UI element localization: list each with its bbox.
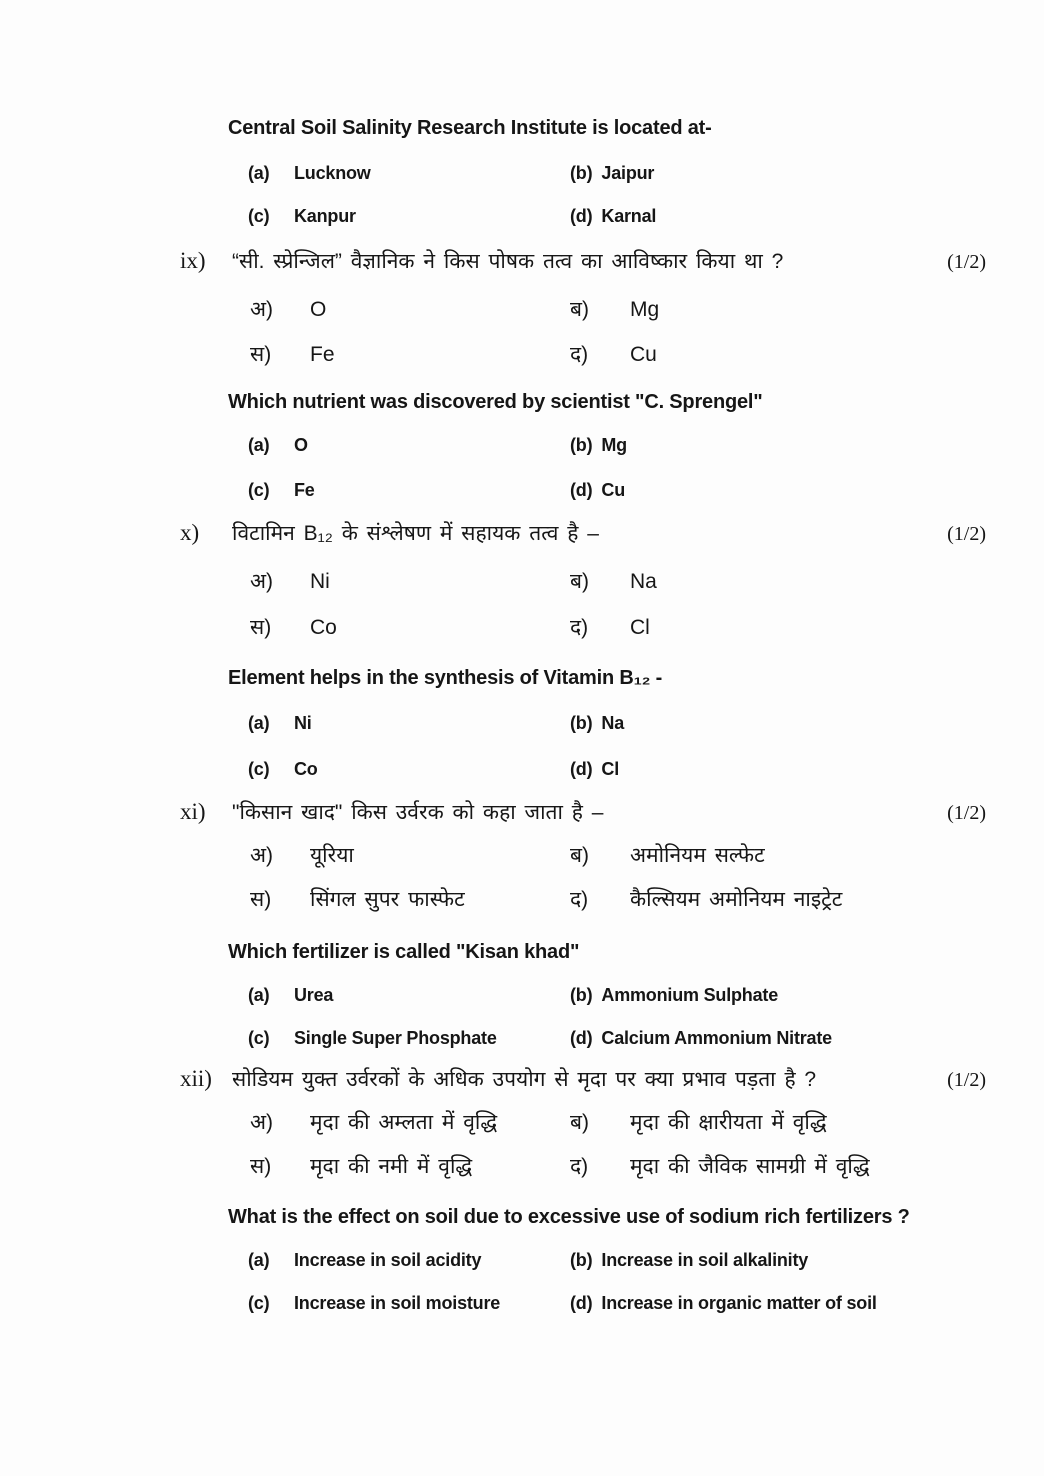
option-c: [248, 1027, 570, 1050]
option-a-text: O: [310, 298, 327, 321]
q-ix-hi-heading: “सी. स्प्रेन्जिल” वैज्ञानिक ने किस पोषक तत्व का आविष्कार किया था ?: [232, 250, 784, 273]
option-c: [250, 342, 570, 368]
q-viii-en-options-row-1: [248, 162, 1044, 185]
option-d-label: (d): [570, 480, 593, 500]
option-c: [248, 1292, 570, 1315]
q-ix-en-options-row-2: [248, 479, 1044, 502]
option-a-text: Ni: [294, 713, 312, 733]
option-a: [250, 1110, 570, 1136]
q-xii-hi-options-row-1: [250, 1110, 1044, 1136]
q-ix-hi-question-row: [180, 247, 986, 276]
option-a-label: अ): [250, 570, 274, 593]
option-d-text: Karnal: [601, 206, 657, 226]
option-c-label: स): [250, 1155, 272, 1178]
q-xii-en-options-row-2: [248, 1292, 1044, 1315]
option-b-label: (b): [570, 1250, 593, 1270]
option-b-text: Ammonium Sulphate: [601, 985, 778, 1005]
q-xi-number: xi): [180, 799, 206, 824]
option-c-text: Fe: [310, 343, 335, 366]
option-c-label: स): [250, 616, 272, 639]
option-a-label: (a): [248, 713, 270, 733]
option-a-label: अ): [250, 1111, 274, 1134]
option-c-text: सिंगल सुपर फास्फेट: [310, 888, 465, 911]
option-d-label: द): [570, 616, 589, 639]
option-a-text: मृदा की अम्लता में वृद्धि: [310, 1111, 498, 1134]
q-x-en-options-row-2: [248, 758, 1044, 781]
option-b: [570, 297, 659, 323]
option-d-text: कैल्सियम अमोनियम नाइट्रेट: [630, 888, 843, 911]
option-d-text: Increase in organic matter of soil: [601, 1293, 877, 1313]
option-b-text: Na: [630, 570, 657, 593]
option-b-text: Jaipur: [601, 163, 655, 183]
option-c-text: Co: [310, 616, 337, 639]
option-a-text: O: [294, 435, 308, 455]
q-x-en-options-row-1: [248, 712, 1044, 735]
q-ix-en-heading: Which nutrient was discovered by scientist "C. Sprengel": [228, 391, 763, 413]
option-a-label: (a): [248, 163, 270, 183]
option-d: [570, 479, 625, 502]
option-d-label: (d): [570, 1293, 593, 1313]
q-x-hi-options-row-2: [250, 615, 1044, 641]
q-xii-marks: (1/2): [947, 1069, 986, 1091]
option-d-text: Calcium Ammonium Nitrate: [601, 1028, 832, 1048]
option-d: [570, 887, 842, 913]
option-a: [248, 434, 570, 457]
option-a: [248, 162, 570, 185]
option-a: [248, 984, 570, 1007]
option-a-text: Lucknow: [294, 163, 371, 183]
option-a-label: अ): [250, 298, 274, 321]
option-b-label: (b): [570, 435, 593, 455]
q-xii-en-heading: What is the effect on soil due to excessive use of sodium rich fertilizers ?: [228, 1206, 910, 1228]
option-b: [570, 434, 627, 457]
option-c-text: मृदा की नमी में वृद्धि: [310, 1155, 473, 1178]
option-b-label: ब): [570, 298, 589, 321]
option-b: [570, 1249, 808, 1272]
option-b: [570, 162, 654, 185]
q-xi-marks: (1/2): [947, 802, 986, 824]
option-c-label: (c): [248, 1293, 270, 1313]
option-d-text: Cl: [601, 759, 619, 779]
q-ix-hi-options-row-1: [250, 297, 1044, 323]
option-b-text: Mg: [601, 435, 627, 455]
option-d-text: Cl: [630, 616, 650, 639]
q-ix-number: ix): [180, 248, 206, 273]
option-d-label: (d): [570, 206, 593, 226]
option-b-text: Mg: [630, 298, 660, 321]
option-a-label: (a): [248, 435, 270, 455]
q-xi-en-options-row-1: [248, 984, 1044, 1007]
option-d-label: द): [570, 343, 589, 366]
option-a: [250, 569, 570, 595]
option-b-text: अमोनियम सल्फेट: [630, 844, 765, 867]
q-xii-hi-question-row: [180, 1065, 986, 1094]
q-x-hi-heading: विटामिन B₁₂ के संश्लेषण में सहायक तत्व है –: [232, 522, 599, 545]
option-c: [250, 887, 570, 913]
option-c: [248, 758, 570, 781]
option-c-label: स): [250, 888, 272, 911]
q-xii-hi-heading: सोडियम युक्त उर्वरकों के अधिक उपयोग से मृदा पर क्या प्रभाव पड़ता है ?: [232, 1068, 817, 1091]
option-a-text: यूरिया: [310, 844, 354, 867]
option-c: [248, 479, 570, 502]
option-a-label: (a): [248, 985, 270, 1005]
option-b-label: (b): [570, 163, 593, 183]
q-x-hi-question-row: [180, 519, 986, 548]
option-c-text: Fe: [294, 480, 315, 500]
q-xii-number: xii): [180, 1066, 212, 1091]
option-b-label: (b): [570, 713, 593, 733]
option-c-text: Increase in soil moisture: [294, 1293, 501, 1313]
q-xii-hi-options-row-2: [250, 1154, 1044, 1180]
option-b-text: मृदा की क्षारीयता में वृद्धि: [630, 1111, 827, 1134]
option-c-label: (c): [248, 480, 270, 500]
option-b: [570, 843, 765, 869]
option-d-text: मृदा की जैविक सामग्री में वृद्धि: [630, 1155, 870, 1178]
option-a-text: Increase in soil acidity: [294, 1250, 482, 1270]
q-xi-hi-options-row-2: [250, 887, 1044, 913]
q-viii-en-options-row-2: [248, 205, 1044, 228]
option-c-label: (c): [248, 759, 270, 779]
option-a-label: (a): [248, 1250, 270, 1270]
option-c-label: (c): [248, 1028, 270, 1048]
option-d: [570, 615, 650, 641]
q-xi-en-heading: Which fertilizer is called "Kisan khad": [228, 941, 580, 963]
option-a-text: Urea: [294, 985, 334, 1005]
option-c-label: स): [250, 343, 272, 366]
q-viii-en-heading: Central Soil Salinity Research Institute is located at-: [228, 117, 712, 139]
option-d-text: Cu: [601, 480, 625, 500]
q-x-marks: (1/2): [947, 523, 986, 545]
option-c-label: (c): [248, 206, 270, 226]
option-b-label: ब): [570, 570, 589, 593]
option-d-label: द): [570, 1155, 589, 1178]
q-xi-en-options-row-2: [248, 1027, 1044, 1050]
option-b-text: Increase in soil alkalinity: [601, 1250, 809, 1270]
option-d: [570, 342, 657, 368]
option-c-text: Single Super Phosphate: [294, 1028, 497, 1048]
option-b: [570, 1110, 827, 1136]
option-c: [250, 615, 570, 641]
q-ix-en-options-row-1: [248, 434, 1044, 457]
option-c-text: Kanpur: [294, 206, 356, 226]
option-a: [248, 1249, 570, 1272]
option-c: [248, 205, 570, 228]
option-a-label: अ): [250, 844, 274, 867]
q-xi-hi-question-row: [180, 798, 986, 827]
option-c-text: Co: [294, 759, 318, 779]
option-a: [248, 712, 570, 735]
option-d-label: द): [570, 888, 589, 911]
option-b-text: Na: [601, 713, 625, 733]
q-x-hi-options-row-1: [250, 569, 1044, 595]
q-ix-marks: (1/2): [947, 251, 986, 273]
option-d-text: Cu: [630, 343, 657, 366]
q-x-number: x): [180, 520, 200, 545]
option-a: [250, 297, 570, 323]
option-d-label: (d): [570, 759, 593, 779]
q-xii-en-options-row-1: [248, 1249, 1044, 1272]
option-d-label: (d): [570, 1028, 593, 1048]
option-d: [570, 1292, 877, 1315]
option-d: [570, 205, 656, 228]
q-ix-hi-options-row-2: [250, 342, 1044, 368]
option-b-label: (b): [570, 985, 593, 1005]
option-b: [570, 984, 778, 1007]
option-b: [570, 569, 657, 595]
option-b-label: ब): [570, 1111, 589, 1134]
option-a: [250, 843, 570, 869]
option-d: [570, 1154, 870, 1180]
option-a-text: Ni: [310, 570, 330, 593]
option-c: [250, 1154, 570, 1180]
q-xi-hi-heading: "किसान खाद" किस उर्वरक को कहा जाता है –: [232, 801, 604, 824]
q-xi-hi-options-row-1: [250, 843, 1044, 869]
option-d: [570, 1027, 832, 1050]
option-b-label: ब): [570, 844, 589, 867]
q-x-en-heading: Element helps in the synthesis of Vitamin B₁₂ -: [228, 667, 663, 689]
option-d: [570, 758, 619, 781]
option-b: [570, 712, 624, 735]
